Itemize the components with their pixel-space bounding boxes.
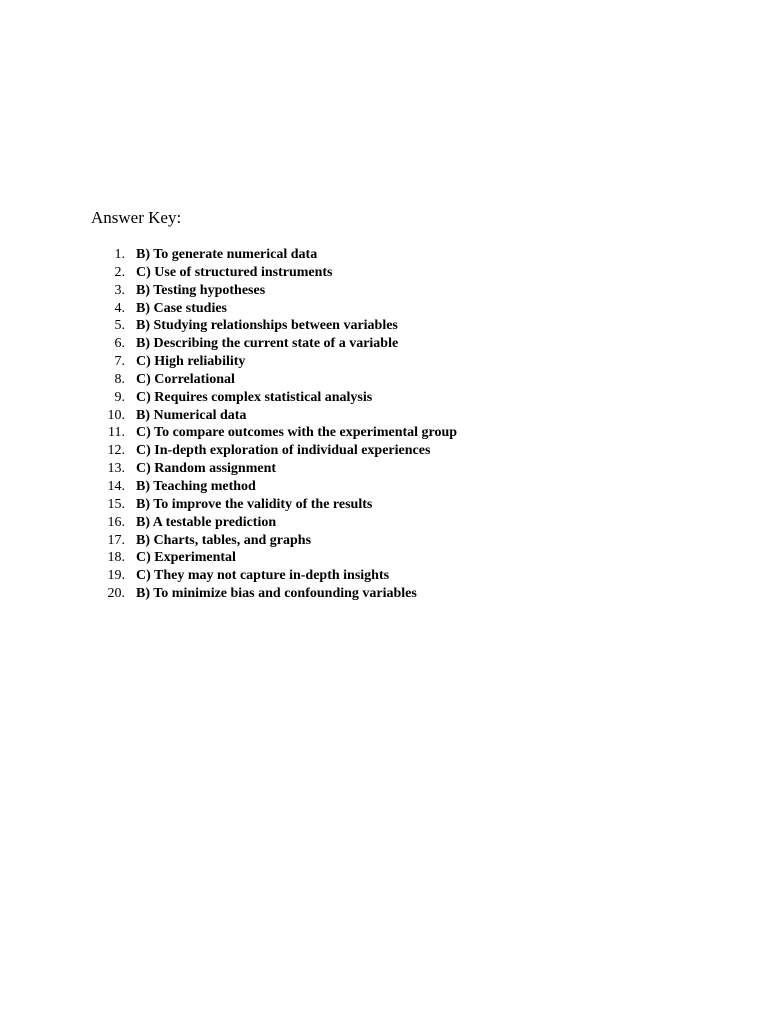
answer-number: 12. bbox=[107, 443, 125, 459]
answer-number: 8. bbox=[114, 371, 125, 387]
list-item bbox=[91, 460, 691, 478]
answer-text: B) To minimize bias and confounding variables bbox=[136, 586, 417, 602]
list-item bbox=[91, 264, 691, 282]
answer-text: C) To compare outcomes with the experimental group bbox=[136, 425, 458, 441]
answer-number: 9. bbox=[114, 389, 125, 405]
list-item bbox=[91, 514, 691, 532]
answer-number: 18. bbox=[107, 550, 125, 566]
answer-text: C) Requires complex statistical analysis bbox=[136, 389, 373, 405]
answer-number: 5. bbox=[114, 318, 125, 334]
answer-text: C) High reliability bbox=[136, 354, 246, 370]
answer-number: 2. bbox=[114, 264, 125, 280]
answer-number: 15. bbox=[107, 496, 125, 512]
answer-number: 13. bbox=[107, 461, 125, 477]
list-item bbox=[91, 549, 691, 567]
answer-text: B) Testing hypotheses bbox=[136, 282, 266, 298]
list-item bbox=[91, 567, 691, 585]
answer-text: B) To improve the validity of the results bbox=[136, 496, 373, 512]
answer-text: C) In-depth exploration of individual experiences bbox=[136, 443, 431, 459]
answer-number: 6. bbox=[114, 336, 125, 352]
list-item bbox=[91, 442, 691, 460]
answer-text: B) Teaching method bbox=[136, 478, 256, 494]
answer-text: C) They may not capture in-depth insights bbox=[136, 568, 390, 584]
answer-number: 3. bbox=[114, 282, 125, 298]
answer-number: 7. bbox=[114, 354, 125, 370]
answer-text: B) Studying relationships between variables bbox=[136, 318, 398, 334]
answer-number: 16. bbox=[107, 514, 125, 530]
answer-text: C) Correlational bbox=[136, 371, 235, 387]
list-item bbox=[91, 389, 691, 407]
answer-text: C) Random assignment bbox=[136, 461, 277, 477]
answer-text: C) Use of structured instruments bbox=[136, 264, 333, 280]
answer-text: B) A testable prediction bbox=[136, 514, 277, 530]
answer-text: B) To generate numerical data bbox=[136, 247, 318, 262]
answer-number: 1. bbox=[114, 247, 125, 262]
answer-text: B) Case studies bbox=[136, 300, 228, 316]
list-item bbox=[91, 585, 691, 603]
answer-number: 10. bbox=[107, 407, 125, 423]
answer-text: C) Experimental bbox=[136, 550, 236, 566]
answer-number: 4. bbox=[114, 300, 125, 316]
list-item bbox=[91, 496, 691, 514]
answer-list bbox=[91, 246, 691, 603]
answer-text: B) Numerical data bbox=[136, 407, 247, 423]
list-item bbox=[91, 424, 691, 442]
list-item bbox=[91, 407, 691, 425]
answer-key-heading: Answer Key: bbox=[91, 208, 182, 227]
answer-number: 14. bbox=[107, 478, 125, 494]
list-item bbox=[91, 246, 691, 264]
answer-number: 20. bbox=[107, 586, 125, 602]
answer-number: 19. bbox=[107, 568, 125, 584]
answer-number: 17. bbox=[107, 532, 125, 548]
list-item bbox=[91, 335, 691, 353]
answer-text: B) Describing the current state of a variable bbox=[136, 336, 399, 352]
list-item bbox=[91, 317, 691, 335]
list-item bbox=[91, 478, 691, 496]
answer-number: 11. bbox=[108, 425, 125, 441]
list-item bbox=[91, 300, 691, 318]
answer-text: B) Charts, tables, and graphs bbox=[136, 532, 312, 548]
list-item bbox=[91, 532, 691, 550]
list-item bbox=[91, 371, 691, 389]
list-item bbox=[91, 282, 691, 300]
list-item bbox=[91, 353, 691, 371]
